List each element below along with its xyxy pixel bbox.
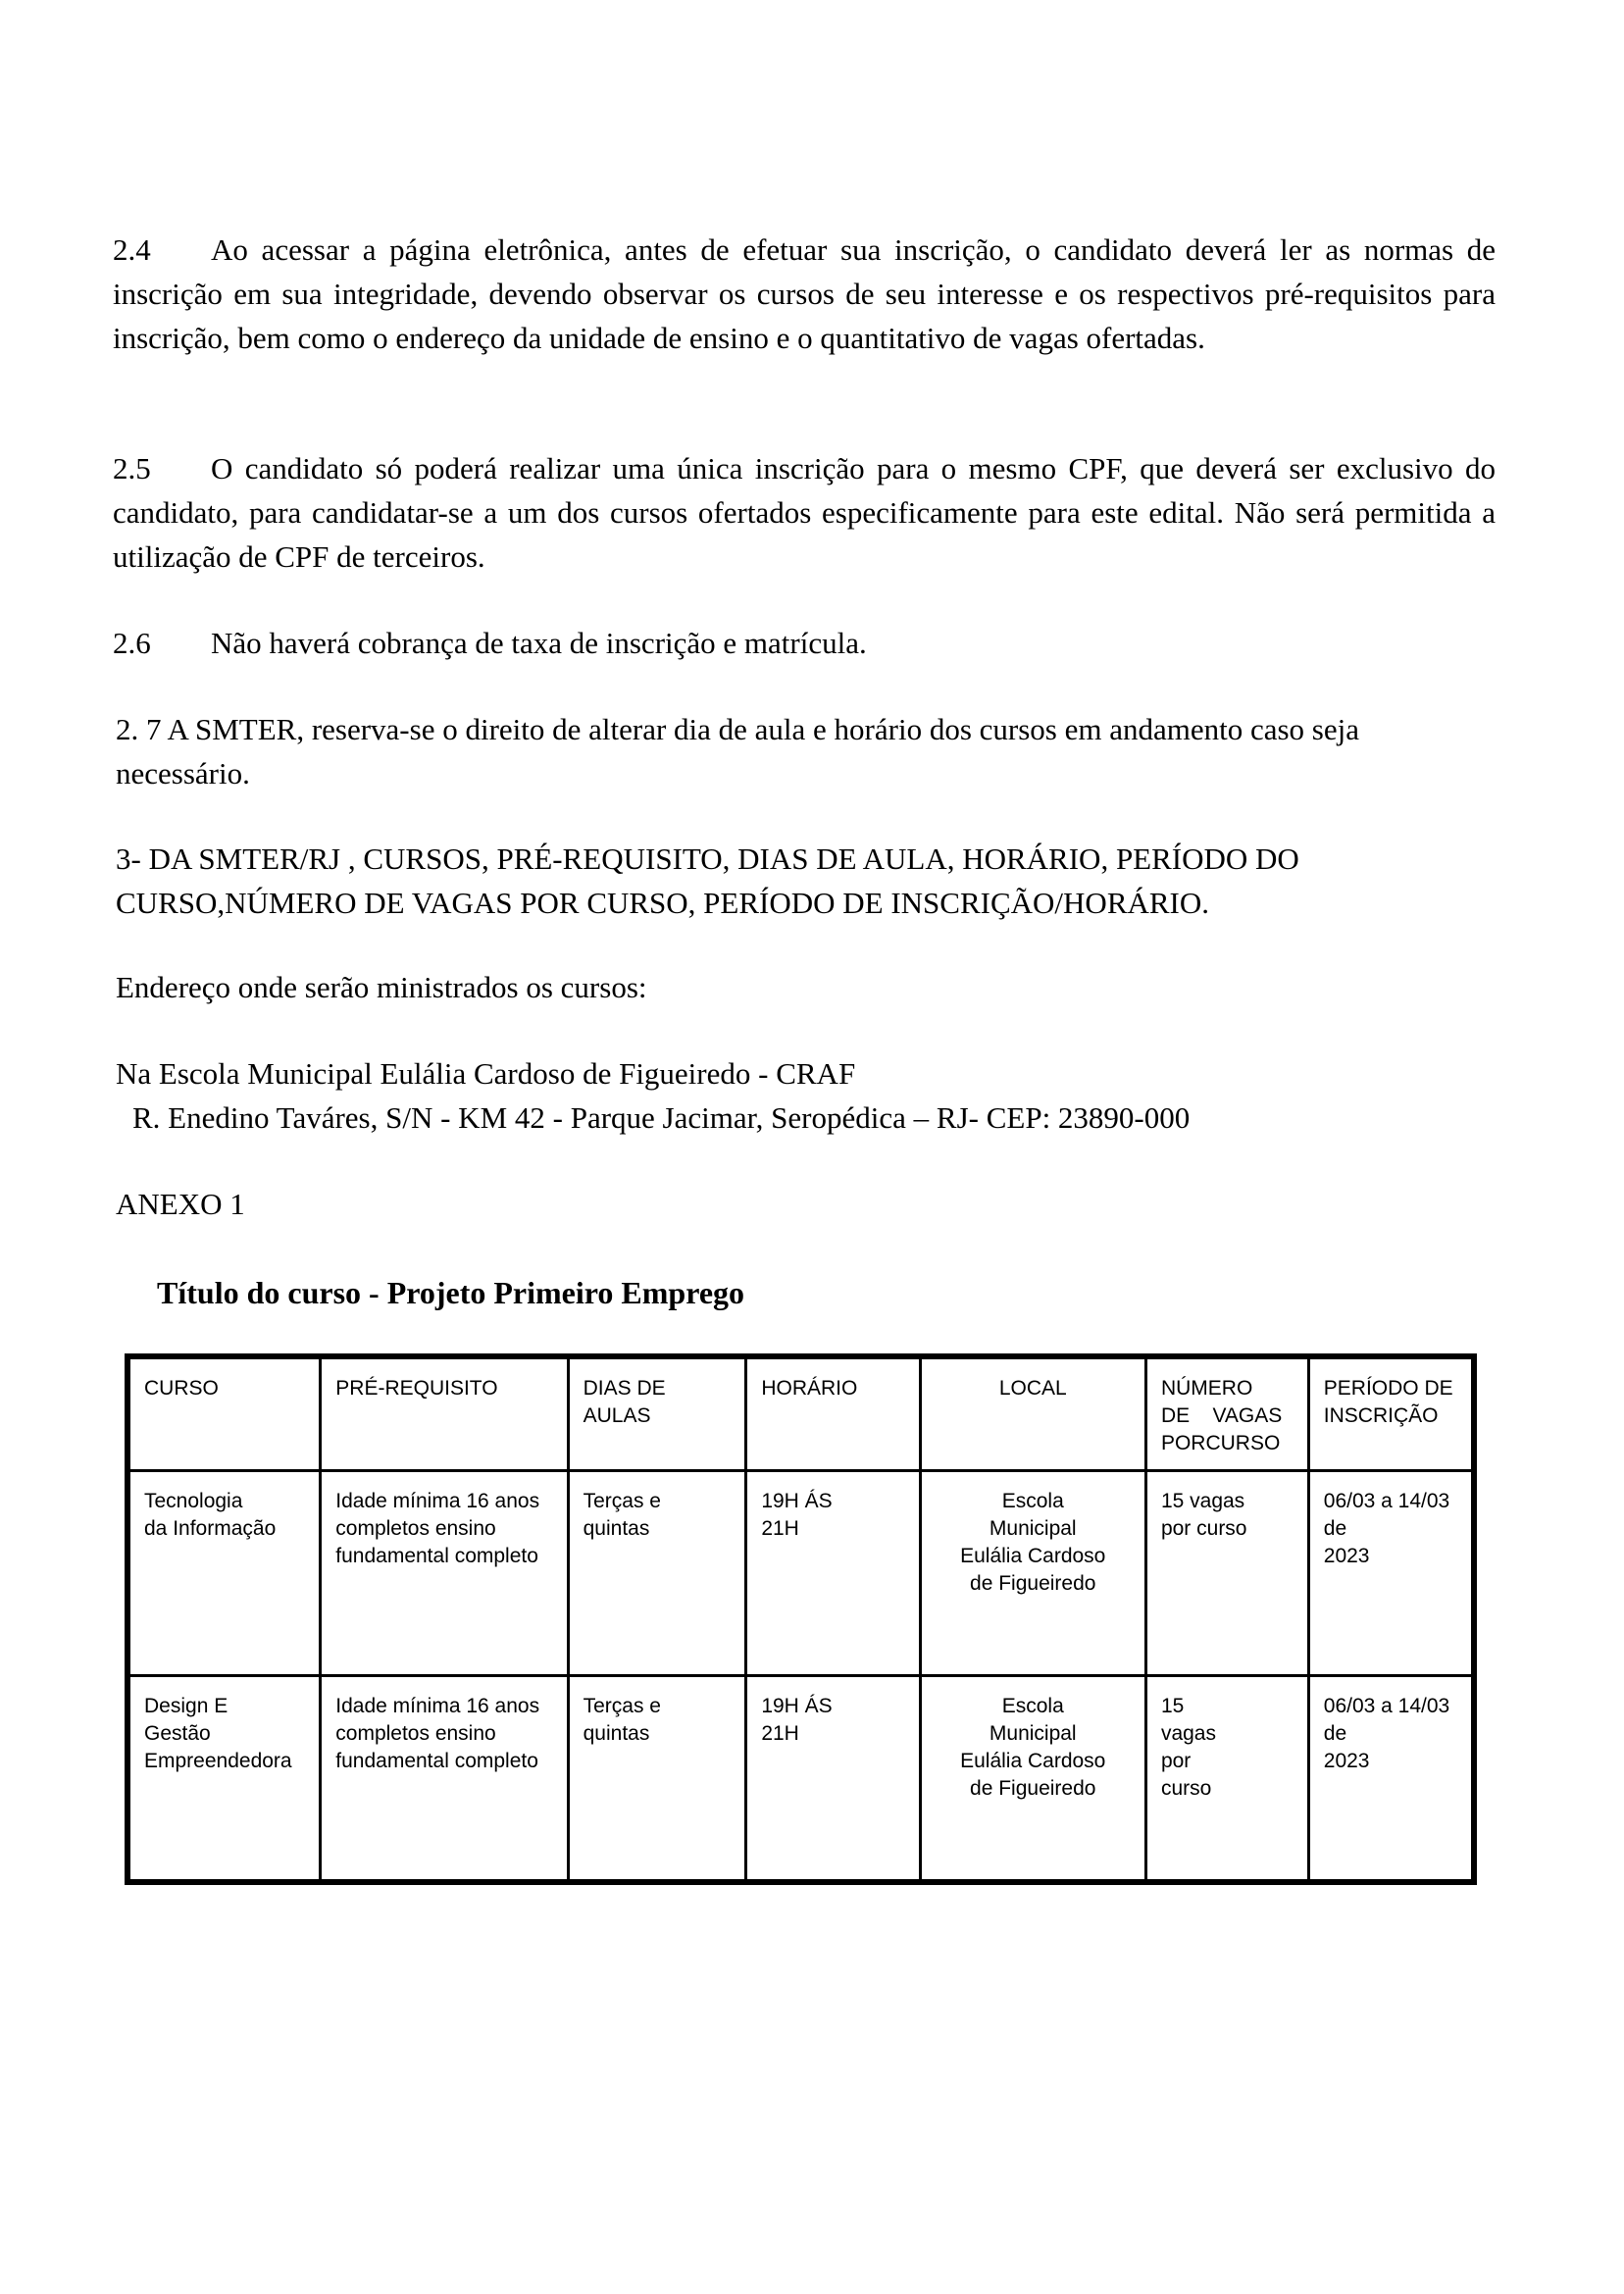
cell-horario: 19H ÁS 21H <box>746 1676 920 1883</box>
table-header-row <box>127 1356 1474 1471</box>
school-address: R. Enedino Taváres, S/N - KM 42 - Parque Jacimar, Seropédica – RJ- CEP: 23890-000 <box>132 1100 1191 1135</box>
cell-local: Escola Municipal Eulália Cardoso de Figueiredo <box>920 1471 1145 1676</box>
cell-curso: Tecnologia da Informação <box>127 1471 321 1676</box>
address-intro: Endereço onde serão ministrados os cursos: <box>116 970 647 1004</box>
paragraph-number: 2.5 <box>113 451 151 485</box>
paragraph-number: 2.6 <box>113 626 151 660</box>
cell-vagas: 15 vagas por curso <box>1145 1471 1308 1676</box>
school-name: Na Escola Municipal Eulália Cardoso de Figueiredo - CRAF <box>116 1056 856 1091</box>
header-horario: HORÁRIO <box>746 1356 920 1471</box>
cell-horario: 19H ÁS 21H <box>746 1471 920 1676</box>
header-curso: CURSO <box>127 1356 321 1471</box>
table-row <box>127 1471 1474 1676</box>
paragraph-text: O candidato só poderá realizar uma única inscrição para o mesmo CPF, que deverá ser exclusivo do candidato, para candidatar-se a um dos cursos ofertados especificamente para este edital. Não será permitida a utilização de CPF de terceiros. <box>113 451 1496 574</box>
cell-curso: Design E Gestão Empreendedora <box>127 1676 321 1883</box>
paragraph-text: Ao acessar a página eletrônica, antes de efetuar sua inscrição, o candidato deverá ler as normas de inscrição em sua integridade, devendo observar os cursos de seu interesse e os respectivos pré-requisitos para inscrição, bem como o endereço da unidade de ensino e o quantitativo de vagas ofertadas. <box>113 232 1496 355</box>
cell-prerequisito: Idade mínima 16 anos completos ensino fundamental completo <box>321 1676 568 1883</box>
header-vagas: NÚMERO DE VAGAS PORCURSO <box>1145 1356 1308 1471</box>
cell-prerequisito: Idade mínima 16 anos completos ensino fundamental completo <box>321 1471 568 1676</box>
courses-table <box>125 1353 1477 1885</box>
paragraph-2-5 <box>113 446 1496 579</box>
header-periodo: PERÍODO DE INSCRIÇÃO <box>1308 1356 1474 1471</box>
section-3-heading: 3- DA SMTER/RJ , CURSOS, PRÉ-REQUISITO, DIAS DE AULA, HORÁRIO, PERÍODO DO CURSO,NÚMERO DE VAGAS POR CURSO, PERÍODO DE INSCRIÇÃO/HORÁRIO. <box>116 841 1307 920</box>
table-row <box>127 1676 1474 1883</box>
header-prerequisito: PRÉ-REQUISITO <box>321 1356 568 1471</box>
header-local: LOCAL <box>920 1356 1145 1471</box>
paragraph-2-7: 2. 7 A SMTER, reserva-se o direito de alterar dia de aula e horário dos cursos em andamento caso seja necessário. <box>116 712 1367 790</box>
paragraph-2-4 <box>113 228 1496 360</box>
course-title: Título do curso - Projeto Primeiro Emprego <box>157 1275 745 1310</box>
paragraph-number: 2.4 <box>113 232 151 267</box>
cell-dias: Terças e quintas <box>568 1471 746 1676</box>
paragraph-text: Não haverá cobrança de taxa de inscrição e matrícula. <box>211 626 867 660</box>
cell-vagas: 15 vagas por curso <box>1145 1676 1308 1883</box>
header-dias: DIAS DE AULAS <box>568 1356 746 1471</box>
paragraph-2-6 <box>113 621 1496 665</box>
cell-dias: Terças e quintas <box>568 1676 746 1883</box>
cell-local: Escola Municipal Eulália Cardoso de Figueiredo <box>920 1676 1145 1883</box>
cell-periodo: 06/03 a 14/03 de 2023 <box>1308 1471 1474 1676</box>
cell-periodo: 06/03 a 14/03 de 2023 <box>1308 1676 1474 1883</box>
annex-label: ANEXO 1 <box>116 1187 245 1221</box>
